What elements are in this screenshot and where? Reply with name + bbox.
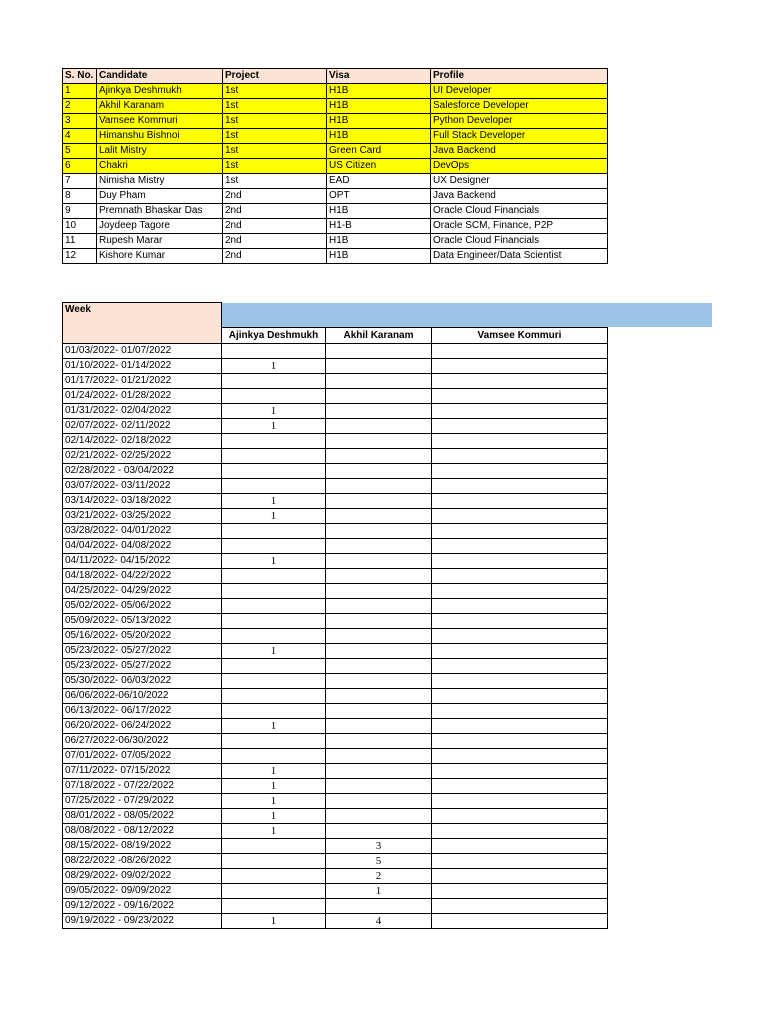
cell-visa: OPT [327,189,431,204]
cell-week: 09/12/2022 - 09/16/2022 [63,899,222,914]
cell-sno: 2 [63,99,97,114]
cell-name: Lalit Mistry [97,144,223,159]
cell-count: 1 [222,824,326,839]
cell-count [326,344,432,359]
cell-count [222,434,326,449]
cell-week: 06/13/2022- 06/17/2022 [63,704,222,719]
cell-count [432,899,608,914]
table-row [63,524,712,539]
cell-count [222,629,326,644]
header-project: Project [223,69,327,84]
cell-count: 1 [222,419,326,434]
cell-visa: H1B [327,129,431,144]
cell-count [326,584,432,599]
cell-count [432,644,608,659]
table-row [63,899,712,914]
cell-profile: DevOps [431,159,608,174]
cell-count [432,779,608,794]
cell-count [432,569,608,584]
cell-week: 07/18/2022 - 07/22/2022 [63,779,222,794]
cell-week: 07/11/2022- 07/15/2022 [63,764,222,779]
cell-week: 08/08/2022 - 08/12/2022 [63,824,222,839]
table-row [63,629,712,644]
cell-count [326,359,432,374]
cell-count [222,614,326,629]
cell-count [432,494,608,509]
table-row [63,584,712,599]
table-row [63,419,712,434]
cell-count [326,749,432,764]
cell-count: 1 [222,509,326,524]
table-row [63,854,712,869]
cell-project: 2nd [223,249,327,264]
cell-week: 03/21/2022- 03/25/2022 [63,509,222,524]
cell-visa: EAD [327,174,431,189]
table-row [63,404,712,419]
cell-week: 08/29/2022- 09/02/2022 [63,869,222,884]
table-row [63,719,712,734]
cell-count [326,569,432,584]
cell-profile: UI Developer [431,84,608,99]
cell-name: Nimisha Mistry [97,174,223,189]
cell-count [326,479,432,494]
cell-count [432,539,608,554]
cell-name: Rupesh Marar [97,234,223,249]
table-row [63,464,712,479]
cell-project: 1st [223,159,327,174]
cell-visa: Green Card [327,144,431,159]
cell-sno: 1 [63,84,97,99]
cell-count: 1 [222,719,326,734]
cell-count [432,659,608,674]
cell-count [222,854,326,869]
cell-name: Chakri [97,159,223,174]
cell-count [222,734,326,749]
cell-sno: 5 [63,144,97,159]
cell-count [432,419,608,434]
table-row [63,99,608,114]
cell-week: 01/31/2022- 02/04/2022 [63,404,222,419]
table-row [63,219,608,234]
table-row [63,509,712,524]
cell-project: 2nd [223,204,327,219]
cell-week: 01/24/2022- 01/28/2022 [63,389,222,404]
cell-name: Akhil Karanam [97,99,223,114]
cell-count [326,674,432,689]
table-row [63,84,608,99]
column-header-ajinkya: Ajinkya Deshmukh [222,328,326,344]
cell-week: 05/30/2022- 06/03/2022 [63,674,222,689]
cell-count: 1 [222,764,326,779]
cell-week: 07/25/2022 - 07/29/2022 [63,794,222,809]
cell-count [222,524,326,539]
cell-sno: 4 [63,129,97,144]
cell-count [432,479,608,494]
table-row [63,614,712,629]
table-row [63,809,712,824]
cell-count [326,374,432,389]
cell-week: 04/25/2022- 04/29/2022 [63,584,222,599]
cell-count [432,509,608,524]
cell-count [222,599,326,614]
cell-count [326,629,432,644]
cell-project: 1st [223,174,327,189]
cell-profile: Salesforce Developer [431,99,608,114]
cell-count [222,539,326,554]
cell-week: 07/01/2022- 07/05/2022 [63,749,222,764]
table-row [63,554,712,569]
cell-profile: Data Engineer/Data Scientist [431,249,608,264]
cell-week: 02/14/2022- 02/18/2022 [63,434,222,449]
cell-visa: H1-B [327,219,431,234]
cell-project: 1st [223,84,327,99]
cell-week: 06/27/2022-06/30/2022 [63,734,222,749]
table-row [63,764,712,779]
cell-week: 02/07/2022- 02/11/2022 [63,419,222,434]
cell-count [432,914,608,929]
cell-count [326,419,432,434]
cell-count [432,839,608,854]
table-row [63,659,712,674]
cell-week: 02/28/2022 - 03/04/2022 [63,464,222,479]
cell-count [326,434,432,449]
table-row [63,704,712,719]
cell-count [432,809,608,824]
cell-name: Ajinkya Deshmukh [97,84,223,99]
cell-count [326,539,432,554]
cell-count [432,734,608,749]
table-row [63,479,712,494]
table-row [63,749,712,764]
cell-count [432,614,608,629]
cell-week: 03/07/2022- 03/11/2022 [63,479,222,494]
cell-count: 5 [326,854,432,869]
cell-project: 1st [223,129,327,144]
cell-week: 04/18/2022- 04/22/2022 [63,569,222,584]
header-band [222,303,712,328]
cell-count [432,629,608,644]
cell-count [432,869,608,884]
cell-count [432,389,608,404]
cell-count: 3 [326,839,432,854]
table-row [63,794,712,809]
cell-count [432,824,608,839]
cell-week: 08/01/2022 - 08/05/2022 [63,809,222,824]
cell-sno: 6 [63,159,97,174]
cell-count [326,404,432,419]
cell-profile: Oracle Cloud Financials [431,204,608,219]
cell-count: 1 [222,554,326,569]
table-row [63,374,712,389]
table-row [63,174,608,189]
table-row [63,494,712,509]
cell-project: 1st [223,99,327,114]
cell-visa: H1B [327,249,431,264]
table-row [63,869,712,884]
cell-count [326,824,432,839]
cell-count: 1 [222,794,326,809]
cell-week: 09/05/2022- 09/09/2022 [63,884,222,899]
cell-project: 2nd [223,219,327,234]
cell-count [432,764,608,779]
cell-week: 03/28/2022- 04/01/2022 [63,524,222,539]
table-row [63,344,712,359]
cell-count [432,749,608,764]
cell-count [432,449,608,464]
candidates-header-row [63,69,608,84]
cell-count [222,374,326,389]
cell-name: Joydeep Tagore [97,219,223,234]
cell-count [432,584,608,599]
header-candidate: Candidate [97,69,223,84]
table-row [63,389,712,404]
cell-count [326,764,432,779]
cell-profile: Python Developer [431,114,608,129]
cell-week: 06/20/2022- 06/24/2022 [63,719,222,734]
cell-count [326,704,432,719]
cell-sno: 8 [63,189,97,204]
cell-week: 02/21/2022- 02/25/2022 [63,449,222,464]
cell-count [222,449,326,464]
cell-visa: US Citizen [327,159,431,174]
cell-count [222,674,326,689]
cell-project: 1st [223,144,327,159]
cell-profile: Java Backend [431,189,608,204]
cell-count: 4 [326,914,432,929]
cell-count [432,464,608,479]
cell-count [432,434,608,449]
cell-count [222,899,326,914]
cell-count [432,719,608,734]
cell-count [222,344,326,359]
cell-count: 1 [326,884,432,899]
cell-count [432,674,608,689]
cell-count: 1 [222,494,326,509]
cell-visa: H1B [327,204,431,219]
cell-count [222,884,326,899]
cell-count: 1 [222,359,326,374]
cell-count [326,494,432,509]
table-row [63,674,712,689]
cell-count: 1 [222,779,326,794]
table-row [63,449,712,464]
candidates-table [62,68,608,264]
cell-count [326,464,432,479]
cell-count: 1 [222,914,326,929]
table-row [63,144,608,159]
cell-week: 04/04/2022- 04/08/2022 [63,539,222,554]
cell-count [432,524,608,539]
cell-count [326,599,432,614]
cell-count [326,779,432,794]
cell-week: 08/22/2022 -08/26/2022 [63,854,222,869]
cell-count [326,689,432,704]
cell-sno: 12 [63,249,97,264]
cell-count [326,389,432,404]
table-row [63,434,712,449]
cell-count [326,899,432,914]
table-row [63,824,712,839]
table-row [63,734,712,749]
cell-week: 05/23/2022- 05/27/2022 [63,659,222,674]
header-sno: S. No. [63,69,97,84]
cell-week: 09/19/2022 - 09/23/2022 [63,914,222,929]
table-row [63,114,608,129]
cell-count [432,794,608,809]
cell-count [222,584,326,599]
cell-name: Vamsee Kommuri [97,114,223,129]
cell-count [432,884,608,899]
column-header-vamsee: Vamsee Kommuri [432,328,608,344]
cell-count [326,809,432,824]
cell-week: 01/17/2022- 01/21/2022 [63,374,222,389]
cell-count [222,464,326,479]
table-row [63,569,712,584]
cell-visa: H1B [327,84,431,99]
table-row [63,914,712,929]
cell-count [222,479,326,494]
cell-sno: 11 [63,234,97,249]
cell-count [222,839,326,854]
table-row [63,234,608,249]
cell-project: 1st [223,114,327,129]
table-row [63,599,712,614]
cell-profile: UX Designer [431,174,608,189]
header-profile: Profile [431,69,608,84]
cell-count [222,704,326,719]
cell-profile: Oracle SCM, Finance, P2P [431,219,608,234]
cell-name: Duy Pham [97,189,223,204]
table-row [63,189,608,204]
table-row [63,129,608,144]
cell-count [432,704,608,719]
table-row [63,159,608,174]
cell-project: 2nd [223,189,327,204]
cell-sno: 10 [63,219,97,234]
table-row [63,839,712,854]
table-row [63,249,608,264]
weekly-header-row [63,303,712,328]
cell-week: 08/15/2022- 08/19/2022 [63,839,222,854]
cell-count [432,554,608,569]
cell-count [326,524,432,539]
cell-profile: Full Stack Developer [431,129,608,144]
cell-name: Premnath Bhaskar Das [97,204,223,219]
cell-count: 1 [222,404,326,419]
cell-week: 04/11/2022- 04/15/2022 [63,554,222,569]
column-header-akhil: Akhil Karanam [326,328,432,344]
cell-count [222,659,326,674]
cell-count: 1 [222,809,326,824]
table-row [63,884,712,899]
cell-count [326,659,432,674]
cell-sno: 7 [63,174,97,189]
cell-count [432,344,608,359]
cell-week: 05/02/2022- 05/06/2022 [63,599,222,614]
cell-profile: Java Backend [431,144,608,159]
table-row [63,644,712,659]
cell-count [222,869,326,884]
table-row [63,539,712,554]
cell-count [326,509,432,524]
cell-visa: H1B [327,99,431,114]
cell-sno: 9 [63,204,97,219]
table-row [63,359,712,374]
header-visa: Visa [327,69,431,84]
cell-count [326,644,432,659]
cell-name: Himanshu Bishnoi [97,129,223,144]
cell-count: 2 [326,869,432,884]
cell-week: 01/03/2022- 01/07/2022 [63,344,222,359]
cell-sno: 3 [63,114,97,129]
cell-week: 03/14/2022- 03/18/2022 [63,494,222,509]
cell-name: Kishore Kumar [97,249,223,264]
cell-count [326,614,432,629]
cell-count [326,554,432,569]
table-row [63,779,712,794]
cell-week: 06/06/2022-06/10/2022 [63,689,222,704]
cell-count [432,599,608,614]
cell-profile: Oracle Cloud Financials [431,234,608,249]
cell-count [326,719,432,734]
cell-count [222,689,326,704]
cell-count [326,734,432,749]
cell-visa: H1B [327,234,431,249]
cell-count: 1 [222,644,326,659]
cell-count [432,404,608,419]
cell-count [432,854,608,869]
table-row [63,689,712,704]
cell-week: 05/23/2022- 05/27/2022 [63,644,222,659]
cell-week: 01/10/2022- 01/14/2022 [63,359,222,374]
cell-count [432,359,608,374]
table-row [63,204,608,219]
weekly-table [62,302,712,929]
cell-count [222,569,326,584]
cell-count [222,749,326,764]
cell-week: 05/09/2022- 05/13/2022 [63,614,222,629]
week-header: Week [63,303,222,344]
cell-count [222,389,326,404]
cell-week: 05/16/2022- 05/20/2022 [63,629,222,644]
cell-count [326,449,432,464]
cell-count [326,794,432,809]
cell-count [432,689,608,704]
cell-visa: H1B [327,114,431,129]
cell-project: 2nd [223,234,327,249]
cell-count [432,374,608,389]
